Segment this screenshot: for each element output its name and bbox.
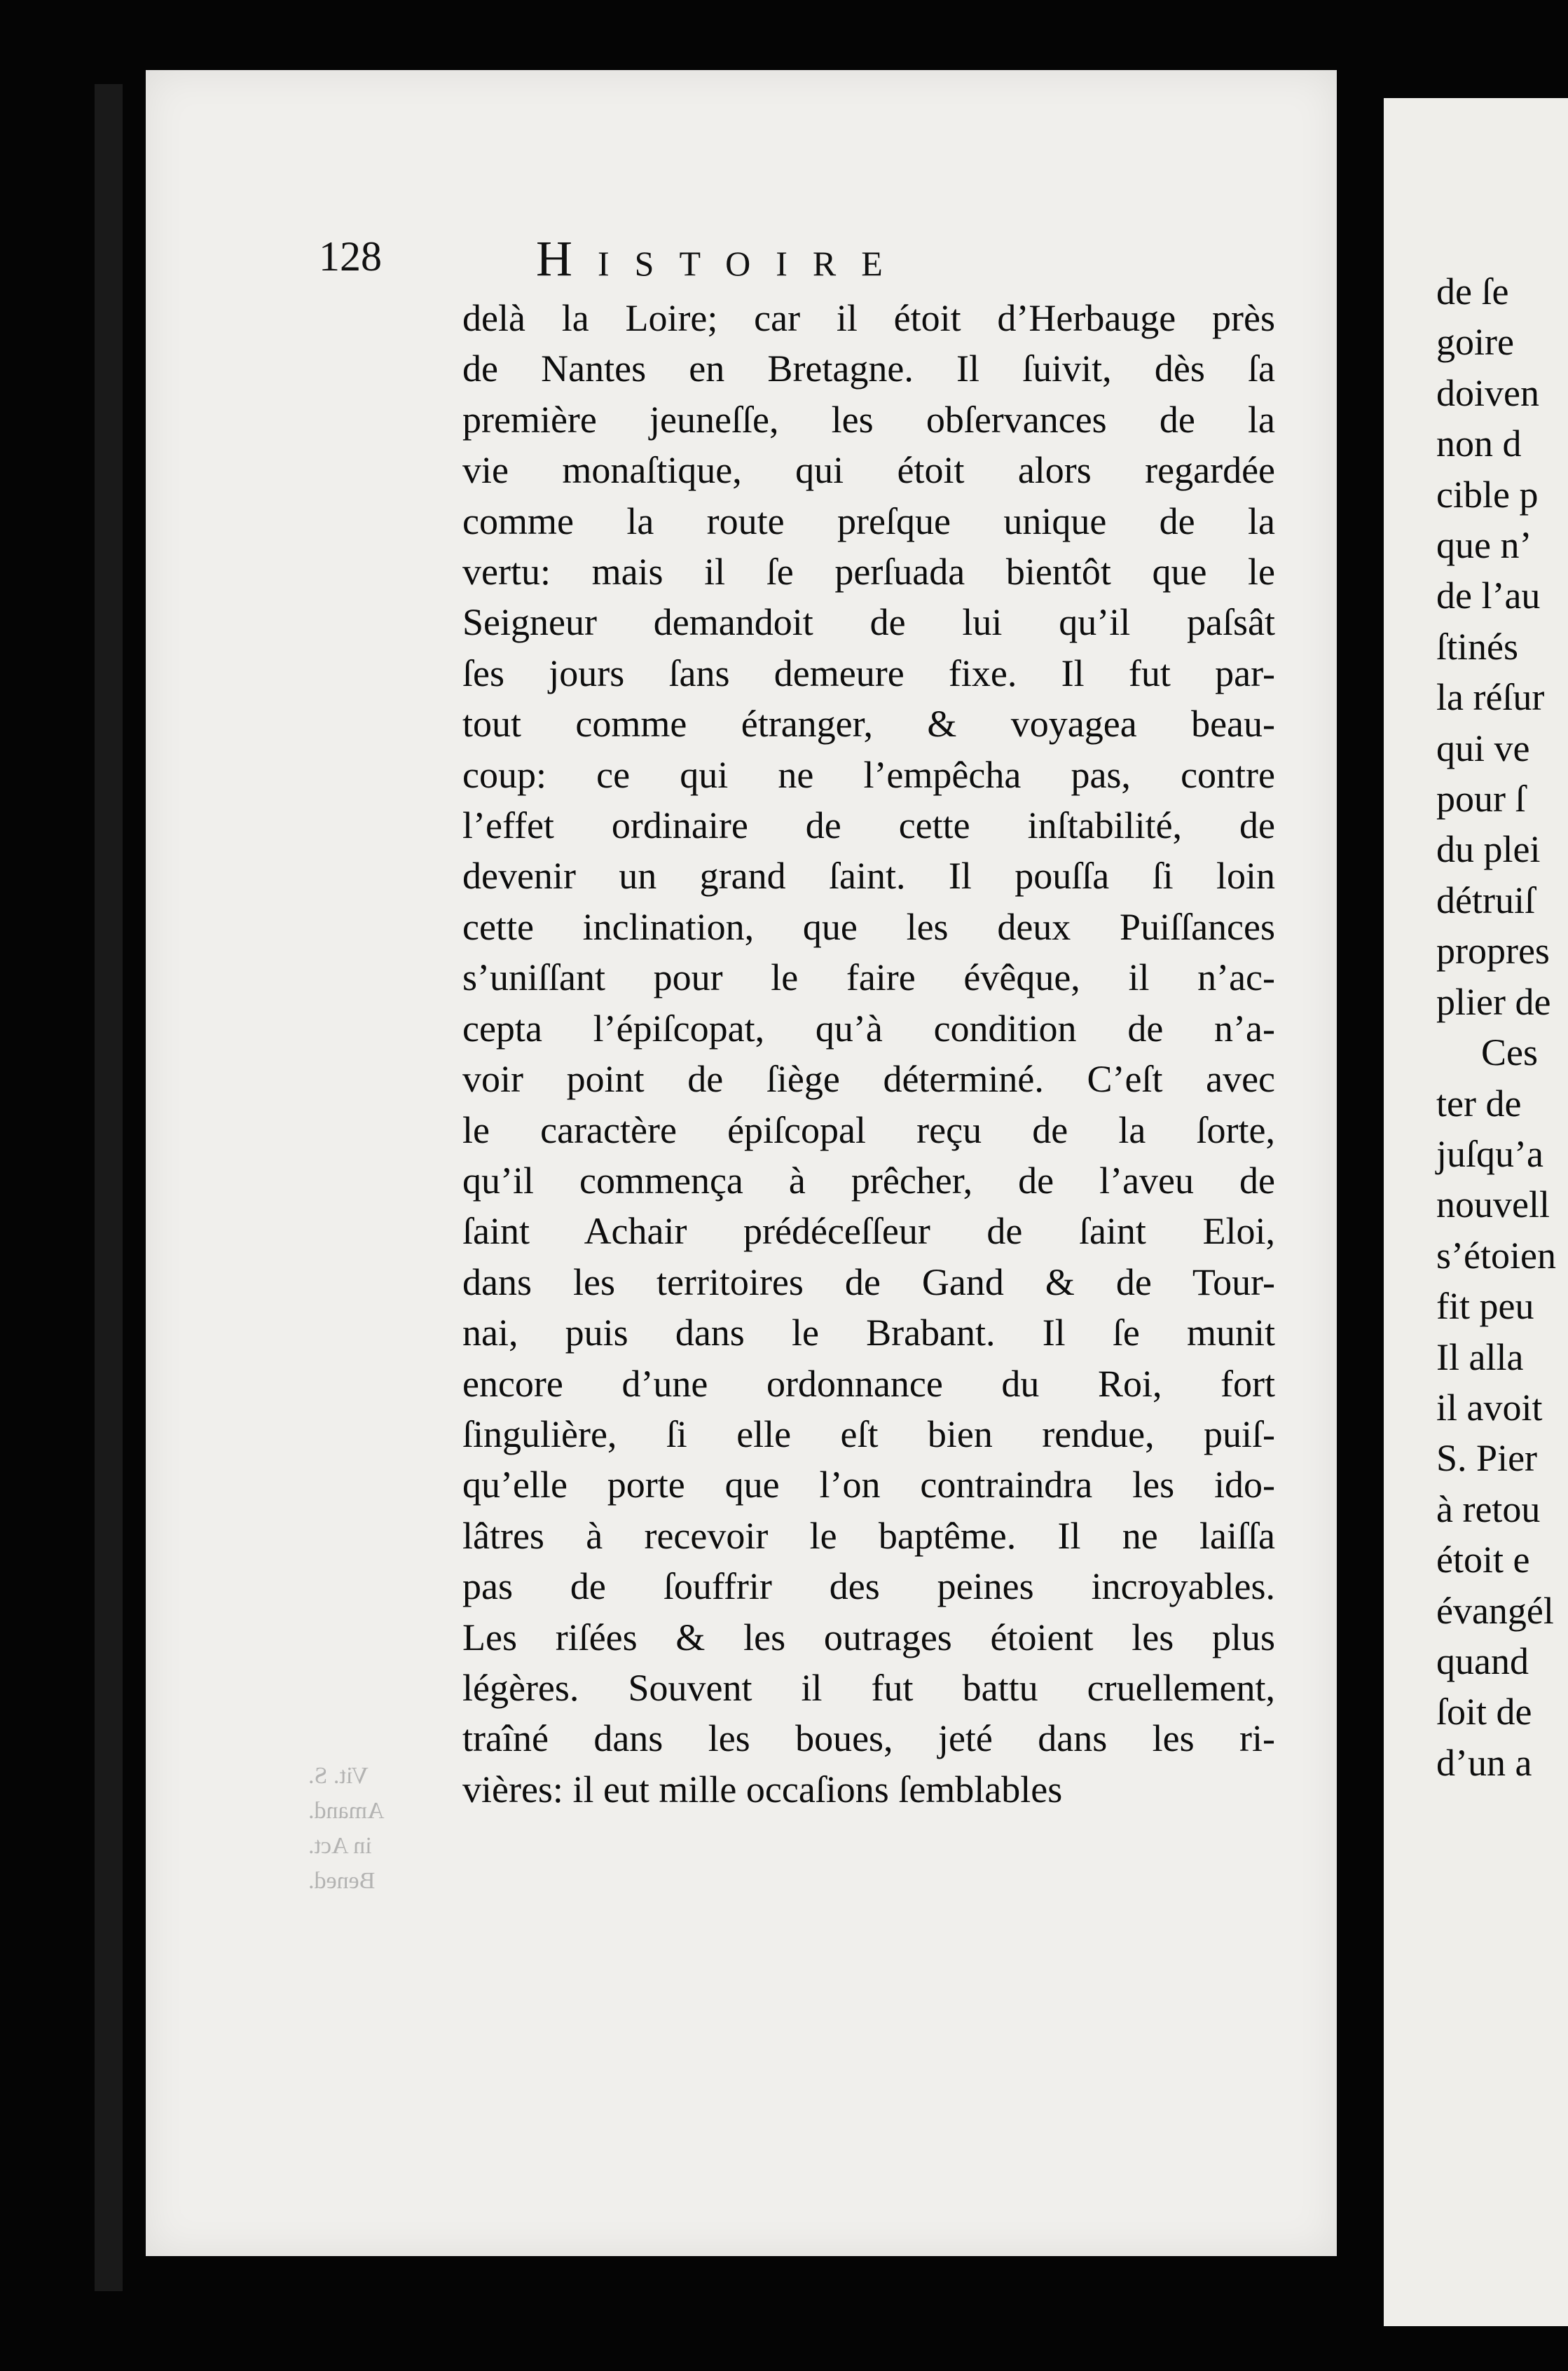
text-line: ſaint Achair prédéceſſeur de ſaint Eloi, <box>462 1210 1275 1253</box>
text-line: le caractère épiſcopal reçu de la ſorte, <box>462 1108 1275 1151</box>
facing-text-line: nouvell <box>1436 1183 1550 1226</box>
text-line: encore d’une ordonnance du Roi, fort <box>462 1362 1275 1405</box>
facing-text-line: pour ſ <box>1436 778 1526 820</box>
margin-note-line: Vit. S. <box>308 1763 369 1789</box>
text-line: traîné dans les boues, jeté dans les ri- <box>462 1717 1275 1760</box>
text-line: s’uniſſant pour le faire évêque, il n’ac- <box>462 956 1275 999</box>
facing-text-line: non d <box>1436 422 1522 465</box>
facing-text-line: Il alla <box>1436 1335 1524 1378</box>
text-line: vertu: mais il ſe perſuada bientôt que le <box>462 551 1275 593</box>
facing-text-line: s’étoien <box>1436 1234 1556 1277</box>
binding-shadow <box>95 84 123 2291</box>
text-line: voir point de ſiège déterminé. C’eſt avec <box>462 1058 1275 1101</box>
facing-text-line: doiven <box>1436 371 1539 414</box>
facing-text-line: ſoit de <box>1436 1691 1532 1733</box>
text-line: ſingulière, ſi elle eſt bien rendue, puiſ- <box>462 1413 1275 1455</box>
text-line: qu’il commença à prêcher, de l’aveu de <box>462 1159 1275 1202</box>
text-line: nai, puis dans le Brabant. Il ſe munit <box>462 1312 1275 1354</box>
text-line: première jeuneſſe, les obſervances de la <box>462 398 1275 441</box>
facing-text-line: de ſe <box>1436 270 1509 312</box>
text-line: légères. Souvent il fut battu cruellement, <box>462 1666 1275 1709</box>
facing-text-line: étoit e <box>1436 1539 1530 1581</box>
margin-note-line: in Act. <box>308 1833 372 1859</box>
facing-text-line: goire <box>1436 321 1514 364</box>
facing-text-line: à retou <box>1436 1487 1541 1530</box>
facing-page-text <box>1436 266 1568 1788</box>
text-line: delà la Loire; car il étoit d’Herbauge près <box>462 297 1275 339</box>
show-through-margin-note <box>308 1759 448 1899</box>
facing-text-line: fit peu <box>1436 1285 1534 1328</box>
text-line: comme la route preſque unique de la <box>462 500 1275 542</box>
facing-text-line: S. Pier <box>1436 1437 1538 1480</box>
facing-text-line: il avoit <box>1436 1386 1543 1429</box>
text-line: coup: ce qui ne l’empêcha pas, contre <box>462 753 1275 796</box>
text-line: pas de ſouffrir des peines incroyables. <box>462 1565 1275 1608</box>
running-title: Histoire <box>536 231 908 287</box>
facing-text-line: juſqu’a <box>1436 1132 1543 1175</box>
margin-note-line: Amand. <box>308 1798 385 1824</box>
main-text-column <box>462 293 1275 1815</box>
text-line: l’effet ordinaire de cette inſtabilité, de <box>462 804 1275 847</box>
page-header <box>319 230 1328 293</box>
page-number: 128 <box>319 233 382 280</box>
text-line: vie monaſtique, qui étoit alors regardée <box>462 449 1275 492</box>
facing-text-line: détruiſ <box>1436 879 1535 921</box>
facing-text-line: de l’au <box>1436 575 1541 617</box>
facing-text-line: d’un a <box>1436 1741 1532 1784</box>
text-line: vières: il eut mille occaſions ſemblables <box>462 1768 1063 1810</box>
text-line: cette inclination, que les deux Puiſſances <box>462 905 1275 948</box>
facing-text-line: que n’ <box>1436 524 1532 567</box>
text-line: devenir un grand ſaint. Il pouſſa ſi loin <box>462 855 1275 898</box>
text-line: ſes jours ſans demeure fixe. Il fut par- <box>462 652 1275 694</box>
text-line: cepta l’épiſcopat, qu’à condition de n’a- <box>462 1007 1275 1050</box>
facing-text-line: ter de <box>1436 1082 1522 1125</box>
facing-text-line: du plei <box>1436 828 1541 871</box>
text-line: tout comme étranger, & voyagea beau- <box>462 703 1275 745</box>
facing-text-line: quand <box>1436 1640 1529 1682</box>
facing-text-line: plier de <box>1436 980 1551 1023</box>
text-line: de Nantes en Bretagne. Il ſuivit, dès ſa <box>462 348 1275 390</box>
facing-text-line: la réſur <box>1436 676 1545 719</box>
facing-text-line: propres <box>1436 930 1550 973</box>
text-line: Seigneur demandoit de lui qu’il paſsât <box>462 601 1275 644</box>
text-line: dans les territoires de Gand & de Tour- <box>462 1260 1275 1303</box>
facing-text-line: cible p <box>1436 473 1539 516</box>
margin-note-line: Bened. <box>308 1868 376 1894</box>
facing-text-line: évangél <box>1436 1589 1554 1632</box>
facing-text-line: qui ve <box>1436 727 1530 769</box>
facing-text-line: ſtinés <box>1436 625 1518 668</box>
facing-text-line: Ces <box>1481 1031 1538 1074</box>
text-line: lâtres à recevoir le baptême. Il ne laiſſa <box>462 1514 1275 1557</box>
text-line: Les riſées & les outrages étoient les plus <box>462 1616 1275 1658</box>
text-line: qu’elle porte que l’on contraindra les ido- <box>462 1464 1275 1506</box>
